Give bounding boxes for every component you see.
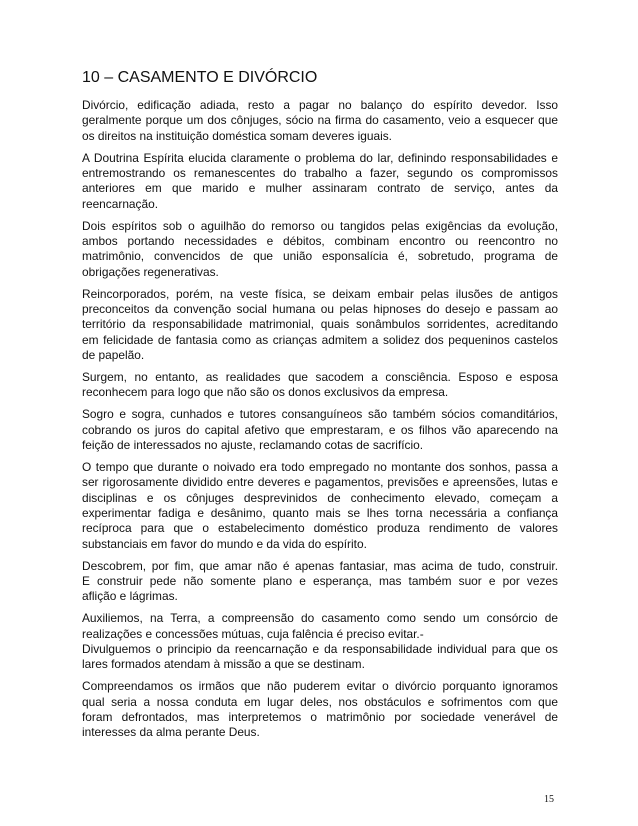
text-line: foram defrontados, mas interpretemos o matrimônio por sociedade venerável de [82, 709, 558, 724]
paragraph-9 [82, 611, 558, 672]
document-body [82, 98, 558, 747]
text-line: recíproca para que o estabelecimento doméstico produza rendimento de valores [82, 521, 558, 536]
chapter-title: 10 – CASAMENTO E DIVÓRCIO [82, 69, 318, 86]
text-line: Reincorporados, porém, na veste física, se deixam embair pelas ilusões de antigos [82, 286, 558, 301]
text-line: Compreendamos os irmãos que não puderem evitar o divórcio porquanto ignoramos [82, 679, 558, 694]
text-line: A Doutrina Espírita elucida claramente o problema do lar, definindo responsabilidades e [82, 150, 558, 165]
text-line: realizações e concessões mútuas, cuja falência é preciso evitar.- [82, 626, 424, 641]
paragraph-6 [82, 407, 558, 453]
text-line: anteriores em que marido e mulher assinaram contrato de serviço, antes da [82, 181, 558, 196]
text-line: O tempo que durante o noivado era todo empregado no montante dos sonhos, passa a [82, 460, 558, 475]
text-line: reconhecem para logo que não são os donos exclusivos da empresa. [82, 385, 449, 400]
text-line: entremostrando os remanescentes do trabalho a fazer, segundo os compromissos [82, 165, 558, 180]
text-line: em felicidade de fantasia como as crianças admitem a solidez dos pequeninos castelos [82, 332, 558, 347]
text-line: Divórcio, edificação adiada, resto a pagar no balanço do espírito devedor. Isso [82, 98, 558, 112]
text-line: ser rigorosamente dividido entre deveres e pagamentos, previsões e apreensões, lutas e [82, 475, 558, 490]
text-line: Surgem, no entanto, as realidades que sacodem a consciência. Esposo e esposa [82, 369, 558, 384]
text-line: geralmente porque um dos cônjuges, sócio na firma do casamento, veio a esquecer que [82, 113, 558, 128]
text-line: aflição e lágrimas. [82, 589, 178, 604]
text-line: interesses da alma perante Deus. [82, 725, 260, 740]
text-line: disciplinas e os cônjuges desprevinidos de conhecimento elevado, começam a [82, 490, 558, 505]
page-number: 15 [544, 794, 554, 805]
paragraph-10 [82, 679, 558, 740]
text-line: Descobrem, por fim, que amar não é apenas fantasiar, mas acima de tudo, construir. [82, 558, 558, 573]
text-line: cobrando os juros do capital afetivo que emprestaram, e os filhos vão aparecendo na [82, 422, 558, 437]
text-line: de papelão. [82, 347, 145, 362]
text-line: Auxiliemos, na Terra, a compreensão do casamento como sendo um consórcio de [82, 611, 558, 626]
paragraph-2 [82, 151, 558, 212]
text-line: substanciais em favor do mundo e da vida do espírito. [82, 536, 367, 551]
paragraph-1 [82, 98, 558, 144]
text-line: Sogro e sogra, cunhados e tutores consanguíneos são também sócios comanditários, [82, 407, 558, 422]
text-line: E construir pede não somente plano e esperança, mas também suor e por vezes [82, 573, 558, 588]
text-line: ambos portando necessidades e débitos, combinam encontro ou reencontro no [82, 233, 558, 248]
text-line: matrimônio, convencidos de que união esponsalícia é, sobretudo, programa de [82, 249, 558, 264]
paragraph-3 [82, 219, 558, 280]
text-line: qual seria a nossa conduta em lugar deles, nos obstáculos e sofrimentos com que [82, 694, 558, 709]
text-line: obrigações regenerativas. [82, 264, 219, 279]
text-line: experimentar fadiga e desânimo, quanto mais se lhes torna necessária a confiança [82, 505, 558, 520]
text-line: feição de interessados no ajuste, reclamando cotas de sacrifício. [82, 437, 424, 452]
text-line: Dois espíritos sob o aguilhão do remorso ou tangidos pelas exigências da evolução, [82, 218, 558, 233]
text-line: Divulguemos o principio da reencarnação e da responsabilidade individual para que os [82, 641, 558, 656]
text-line: preconceitos da convenção social humana ou pelas hipnoses do desejo e passam ao [82, 301, 558, 316]
paragraph-5 [82, 370, 558, 401]
paragraph-7 [82, 460, 558, 552]
text-line: os direitos na instituição doméstica somam deveres iguais. [82, 128, 392, 143]
paragraph-8 [82, 559, 558, 605]
text-line: território da responsabilidade matrimonial, quais sonâmbulos sorridentes, acreditando [82, 317, 558, 332]
text-line: reencarnação. [82, 196, 159, 211]
paragraph-4 [82, 287, 558, 363]
text-line: lares formados atendam à missão a que se destinam. [82, 657, 365, 672]
